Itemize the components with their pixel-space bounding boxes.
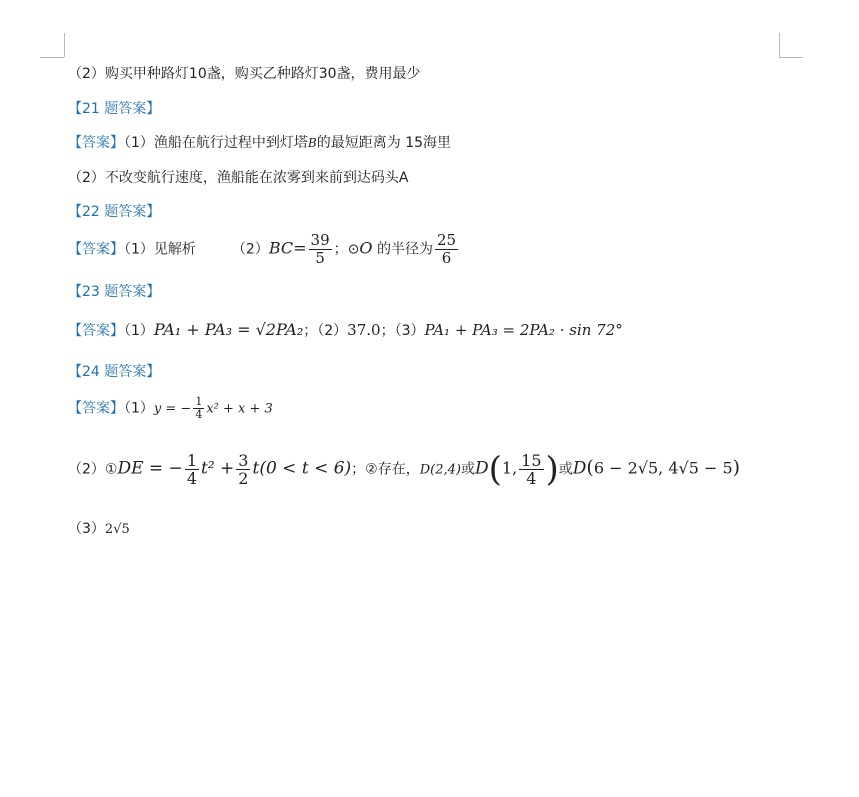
math-expression: 1,	[501, 458, 518, 478]
answer-text: 或	[460, 461, 475, 478]
question-header: 【22 题答案】	[68, 204, 161, 220]
math-expression: x² + x + 3	[206, 401, 273, 417]
answer-text: ；	[333, 241, 348, 258]
denominator: 5	[315, 249, 325, 267]
denominator: 4	[186, 469, 197, 488]
answer-text: （2）	[231, 241, 269, 258]
answer-line	[68, 133, 451, 153]
fraction	[309, 232, 332, 267]
math-expression: DE = −	[117, 458, 183, 479]
answer-tag: 【答案】	[68, 400, 124, 417]
close-paren: )	[545, 449, 559, 490]
math-expression: (0 < t < 6)	[259, 458, 352, 479]
answer-text: （1）渔船在航行过程中到灯塔	[124, 135, 308, 151]
answer-value: 37.0	[347, 321, 381, 339]
math-expression: t² +	[201, 458, 235, 479]
denominator: 6	[441, 249, 452, 267]
answer-tag: 【答案】	[68, 323, 124, 339]
crop-mark-top-right	[779, 57, 803, 58]
answer-text: （1）	[124, 400, 154, 417]
fraction	[435, 232, 458, 267]
answer-line: （2）购买甲种路灯10盏，购买乙种路灯30盏，费用最少	[68, 66, 421, 82]
answer-line	[68, 232, 460, 267]
answer-line	[68, 320, 623, 341]
question-header: 【23 题答案】	[68, 284, 161, 300]
math-var: t	[252, 458, 260, 479]
answer-line: （2）不改变航行速度，渔船能在浓雾到来前到达码头A	[68, 170, 409, 186]
crop-mark-top-right	[779, 33, 780, 57]
answer-text: （3）	[68, 521, 105, 537]
math-expression: D(2,4)	[419, 462, 461, 478]
answer-text: （1）见解析	[124, 241, 196, 258]
close-paren: )	[732, 456, 741, 479]
answer-value: 2√5	[104, 522, 130, 537]
denominator: 2	[238, 469, 249, 488]
answer-text: （1）	[124, 323, 154, 339]
question-header: 【24 题答案】	[68, 364, 161, 380]
numerator: 25	[436, 231, 457, 249]
answer-line	[68, 519, 130, 540]
answer-text: ；（3）	[380, 323, 425, 339]
crop-mark-top-left	[40, 57, 64, 58]
answer-text: ；（2）	[303, 323, 348, 339]
fraction	[185, 452, 199, 487]
answer-text: 的半径为	[372, 241, 433, 258]
numerator: 3	[238, 451, 249, 470]
open-paren: (	[488, 449, 502, 490]
fraction	[236, 452, 250, 487]
answer-text: ；②存在，	[351, 461, 420, 478]
circle-symbol: ⊙	[347, 241, 360, 258]
question-header: 【21 题答案】	[68, 101, 161, 117]
answer-line	[68, 396, 273, 421]
open-paren: (	[586, 456, 594, 479]
math-expression: 6 − 2√5, 4√5 − 5	[593, 458, 733, 478]
math-var: B	[307, 136, 317, 150]
answer-tag: 【答案】	[68, 241, 124, 258]
fraction	[193, 396, 204, 421]
fraction	[519, 452, 543, 487]
answer-text: 或	[558, 461, 573, 478]
crop-mark-top-left	[64, 33, 65, 57]
answer-line	[68, 449, 741, 490]
math-var: D	[474, 458, 489, 479]
answer-tag: 【答案】	[68, 135, 124, 151]
denominator: 4	[195, 408, 203, 421]
math-var: O	[359, 238, 373, 258]
numerator: 1	[195, 395, 203, 408]
math-var: D	[572, 458, 587, 479]
answer-text: （2）①	[68, 461, 118, 478]
math-expression: PA₁ + PA₃ = 2PA₂ · sin 72°	[424, 321, 623, 339]
math-expression: PA₁ + PA₃ = √2PA₂	[153, 320, 304, 339]
answer-text: 的最短距离为 15海里	[316, 135, 452, 151]
math-var: BC	[268, 238, 294, 258]
denominator: 4	[526, 469, 537, 488]
math-op: =	[293, 238, 307, 258]
math-expression: y = −	[153, 401, 192, 417]
numerator: 1	[186, 451, 197, 470]
numerator: 15	[521, 451, 542, 470]
numerator: 39	[310, 231, 330, 249]
